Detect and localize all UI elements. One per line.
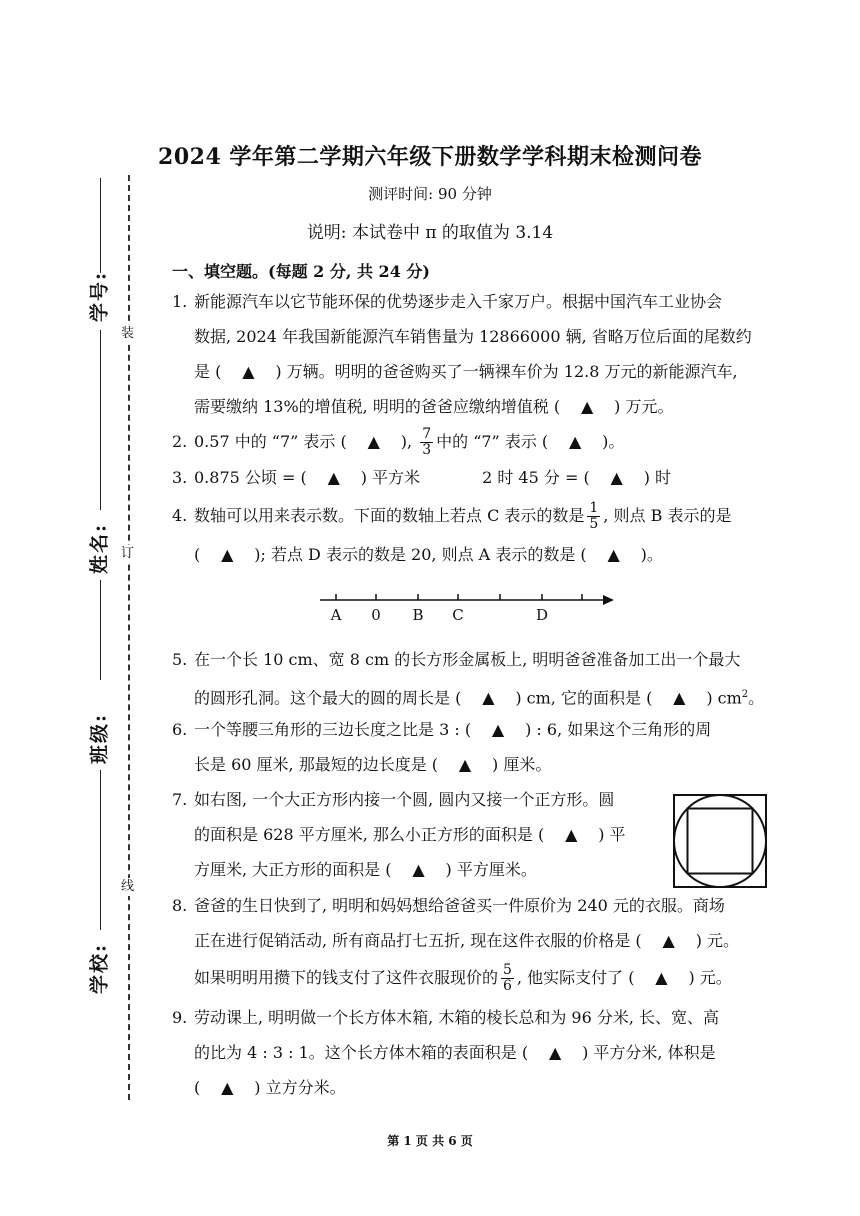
number-line-arrow — [603, 595, 614, 605]
question-number: 6. — [172, 720, 188, 739]
q9-part1: 的比为 4 : 3 : 1。这个长方体木箱的表面积是 ( — [194, 1043, 529, 1062]
name-field-top[interactable] — [100, 330, 101, 510]
q1-line-b: 数据, 2024 年我国新能源汽车销售量为 12866000 辆, 省略万位后面的尾数约 — [194, 327, 752, 346]
exam-note: 说明: 本试卷中 π 的取值为 3.14 — [306, 223, 554, 243]
fraction-numerator: 5 — [503, 962, 512, 978]
q2-part2: ), — [400, 432, 413, 451]
question-number: 8. — [172, 896, 188, 915]
q2-part4: )。 — [602, 432, 625, 451]
q8-part5: ) 元。 — [688, 968, 732, 987]
answer-blank[interactable]: ▲ — [327, 468, 340, 487]
answer-blank[interactable]: ▲ — [565, 825, 578, 844]
q9-line-a: 劳动课上, 明明做一个长方体木箱, 木箱的棱长总和为 96 分米, 长、宽、高 — [194, 1008, 720, 1027]
fraction-denominator: 3 — [422, 442, 432, 458]
answer-blank[interactable]: ▲ — [221, 545, 234, 564]
question-number: 9. — [172, 1008, 188, 1027]
fraction-seven-thirds — [420, 427, 433, 458]
answer-blank[interactable]: ▲ — [458, 755, 472, 774]
name-label: 姓名: — [88, 523, 111, 575]
question-9 — [172, 1000, 772, 1105]
question-8 — [172, 888, 772, 995]
question-number: 2. — [172, 432, 188, 451]
q1-line-d-part1: 需要缴纳 13%的增值税, 明明的爸爸应缴纳增值税 ( — [194, 397, 561, 416]
q8-part4: , 他实际支付了 ( — [516, 968, 635, 987]
question-7 — [172, 782, 652, 887]
q4-part3: ( — [194, 545, 201, 564]
q5-part1: 的圆形孔洞。这个最大的圆的周长是 ( — [194, 688, 462, 708]
q8-line-a: 爸爸的生日快到了, 明明和妈妈想给爸爸买一件原价为 240 元的衣服。商场 — [194, 896, 725, 915]
q7-part2: ) 平 — [598, 825, 626, 844]
fraction-numerator: 7 — [422, 426, 432, 442]
q5-line-a: 在一个长 10 cm、宽 8 cm 的长方形金属板上, 明明爸爸准备加工出一个最大 — [194, 650, 741, 669]
q4-part4: ); 若点 D 表示的数是 20, 则点 A 表示的数是 ( — [254, 545, 587, 564]
q3-part1: 0.875 公顷 = ( — [194, 468, 307, 487]
answer-blank[interactable]: ▲ — [673, 688, 686, 708]
answer-blank[interactable]: ▲ — [548, 1043, 562, 1062]
class-field[interactable] — [100, 770, 101, 930]
q7-line-a: 如右图, 一个大正方形内接一个圆, 圆内又接一个正方形。圆 — [194, 790, 615, 809]
q9-part2: ) 平方分米, 体积是 — [582, 1043, 716, 1062]
question-number: 7. — [172, 790, 188, 809]
q9-part4: ) 立方分米。 — [254, 1078, 346, 1097]
school-label: 学校: — [88, 943, 111, 995]
square-circle-square-figure — [672, 793, 768, 889]
q4-part2: , 则点 B 表示的是 — [603, 506, 732, 525]
answer-blank[interactable]: ▲ — [242, 362, 255, 381]
q3-part4: ) 时 — [643, 468, 672, 487]
fraction-one-fifth — [587, 501, 600, 532]
q8-part1: 正在进行促销活动, 所有商品打七五折, 现在这件衣服的价格是 ( — [194, 931, 642, 950]
fraction-denominator: 6 — [503, 978, 512, 994]
answer-blank[interactable]: ▲ — [491, 720, 505, 739]
answer-blank[interactable]: ▲ — [581, 397, 594, 416]
question-5 — [172, 642, 772, 715]
answer-blank[interactable]: ▲ — [367, 432, 380, 451]
answer-blank[interactable]: ▲ — [221, 1078, 234, 1097]
student-id-label: 学号: — [88, 271, 111, 323]
q5-part4: 。 — [748, 688, 765, 708]
axis-label-a: A — [330, 606, 342, 624]
axis-label-d: D — [535, 606, 549, 624]
answer-blank[interactable]: ▲ — [655, 968, 668, 987]
q4-part5: )。 — [640, 545, 663, 564]
q4-part1: 数轴可以用来表示数。下面的数轴上若点 C 表示的数是 — [194, 506, 585, 525]
q7-part4: ) 平方厘米。 — [445, 860, 537, 879]
answer-blank[interactable]: ▲ — [569, 432, 582, 451]
q8-part2: ) 元。 — [695, 931, 740, 950]
answer-blank[interactable]: ▲ — [607, 545, 620, 564]
question-6 — [172, 712, 772, 782]
answer-blank[interactable]: ▲ — [662, 931, 675, 950]
q6-part3: 长是 60 厘米, 那最短的边长度是 ( — [194, 755, 439, 774]
question-number: 3. — [172, 468, 188, 487]
number-line-figure — [318, 588, 618, 628]
binding-char-ding: 订 — [121, 546, 135, 561]
binding-dashed-line — [128, 175, 130, 1100]
question-2 — [172, 424, 772, 459]
question-number: 5. — [172, 650, 188, 669]
page-number: 第 1 页 共 6 页 — [387, 1134, 473, 1148]
q6-part2: ) : 6, 如果这个三角形的周 — [525, 720, 712, 739]
q2-part1: 0.57 中的 “7” 表示 ( — [194, 432, 347, 451]
question-number: 1. — [172, 292, 188, 311]
answer-blank[interactable]: ▲ — [482, 688, 495, 708]
q2-part3: 中的 “7” 表示 ( — [436, 432, 549, 451]
inner-square — [688, 809, 753, 874]
q6-part4: ) 厘米。 — [492, 755, 552, 774]
q5-superscript: 2 — [741, 689, 749, 700]
class-label: 班级: — [88, 713, 111, 765]
q7-part1: 的面积是 628 平方厘米, 那么小正方形的面积是 ( — [194, 825, 545, 844]
q1-line-c-part1: 是 ( — [194, 362, 222, 381]
q8-part3: 如果明明用攒下的钱支付了这件衣服现价的 — [194, 968, 499, 987]
fraction-five-sixths — [501, 963, 514, 994]
binding-char-xian: 线 — [121, 879, 135, 894]
fraction-numerator: 1 — [589, 500, 599, 516]
q1-line-a: 新能源汽车以它节能环保的优势逐步走入千家万户。根据中国汽车工业协会 — [194, 292, 723, 311]
q7-part3: 方厘米, 大正方形的面积是 ( — [194, 860, 392, 879]
question-1 — [172, 284, 772, 424]
exam-duration: 测评时间: 90 分钟 — [368, 185, 492, 203]
exam-title: 2024 学年第二学期六年级下册数学学科期末检测问卷 — [158, 144, 702, 170]
axis-label-b: B — [412, 606, 424, 624]
section-title: 一、填空题。(每题 2 分, 共 24 分) — [172, 262, 430, 281]
q1-line-d-part2: ) 万元。 — [614, 397, 674, 416]
answer-blank[interactable]: ▲ — [412, 860, 425, 879]
question-4 — [172, 498, 772, 572]
axis-label-zero: 0 — [371, 606, 381, 624]
name-field-bottom[interactable] — [100, 580, 101, 680]
number-line-ticks — [336, 594, 582, 600]
q5-part3: ) cm — [706, 688, 742, 708]
q3-part2: ) 平方米 — [360, 468, 421, 487]
answer-blank[interactable]: ▲ — [610, 468, 623, 487]
question-3 — [172, 460, 772, 495]
q3-part3: 2 时 45 分 = ( — [482, 468, 590, 487]
fraction-denominator: 5 — [589, 516, 599, 532]
binding-char-zhuang: 装 — [121, 326, 135, 341]
q5-part2: ) cm, 它的面积是 ( — [515, 688, 653, 708]
q1-line-c-part2: ) 万辆。明明的爸爸购买了一辆裸车价为 12.8 万元的新能源汽车, — [275, 362, 738, 381]
q9-part3: ( — [194, 1078, 201, 1097]
q6-part1: 一个等腰三角形的三边长度之比是 3 : ( — [194, 720, 472, 739]
axis-label-c: C — [452, 606, 464, 624]
question-number: 4. — [172, 506, 188, 525]
